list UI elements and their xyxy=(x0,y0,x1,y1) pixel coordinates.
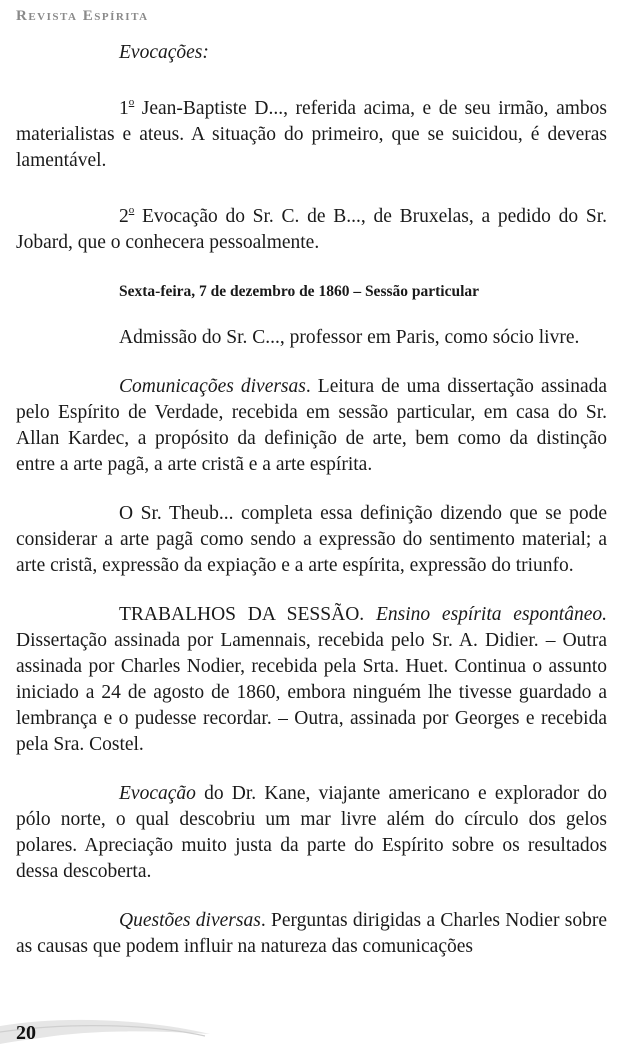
paragraph-evocacoes: Evocações: xyxy=(119,42,209,63)
paragraph-admissao: Admissão do Sr. C..., professor em Paris, como sócio livre. xyxy=(119,327,580,348)
paragraph-theub: O Sr. Theub... completa essa definição dizendo que se pode considerar a arte pagã como sendo a expressão do sentimento material; a arte cristã, expressão da expiação e a arte espírita, expressão do triunfo. xyxy=(16,503,607,576)
page-body xyxy=(16,40,607,983)
paragraph-kane: Evocação do Dr. Kane, viajante americano e explorador do pólo norte, o qual descobriu um mar livre além do círculo dos gelos polares. Apreciação muito justa da parte do Espírito sobre os resultados dessa descoberta. xyxy=(16,783,607,882)
running-header: Revista Espírita xyxy=(16,8,149,24)
session-heading: Sexta-feira, 7 de dezembro de 1860 – Sessão particular xyxy=(119,283,480,300)
paragraph-comunicacoes: Comunicações diversas. Leitura de uma dissertação assinada pelo Espírito de Verdade, recebida em sessão particular, em casa do Sr. Allan Kardec, a propósito da definição de arte, bem como da distinção entre a arte pagã, a arte cristã e a arte espírita. xyxy=(16,376,608,475)
paragraph-trabalhos: TRABALHOS DA SESSÃO. Ensino espírita espontâneo. Dissertação assinada por Lamennais, recebida pelo Sr. A. Didier. – Outra assinada por Charles Nodier, recebida pela Srta. Huet. Continua o assunto iniciado a 24 de agosto de 1860, embora ninguém lhe tivesse guardado a lembrança e o pudesse recordar. – Outra, assinada por Georges e recebida pela Sra. Costel. xyxy=(16,604,607,755)
paragraph-evocation-2: 2$^o$ Evocação do Sr. C. de B..., de Bruxelas, a pedido do Sr. Jobard, que o conhecera pessoalmente. xyxy=(16,204,607,253)
footer-swoosh-decoration xyxy=(0,1012,619,1051)
paragraph-evocation-1: 1$^o$ Jean-Baptiste D..., referida acima, e de seu irmão, ambos materialistas e ateus. A situação do primeiro, que se suicidou, é deveras lamentável. xyxy=(16,96,607,171)
page-number: 20 xyxy=(16,1022,36,1044)
paragraph-questoes: Questões diversas. Perguntas dirigidas a Charles Nodier sobre as causas que podem influir na natureza das comunicações xyxy=(16,910,608,957)
